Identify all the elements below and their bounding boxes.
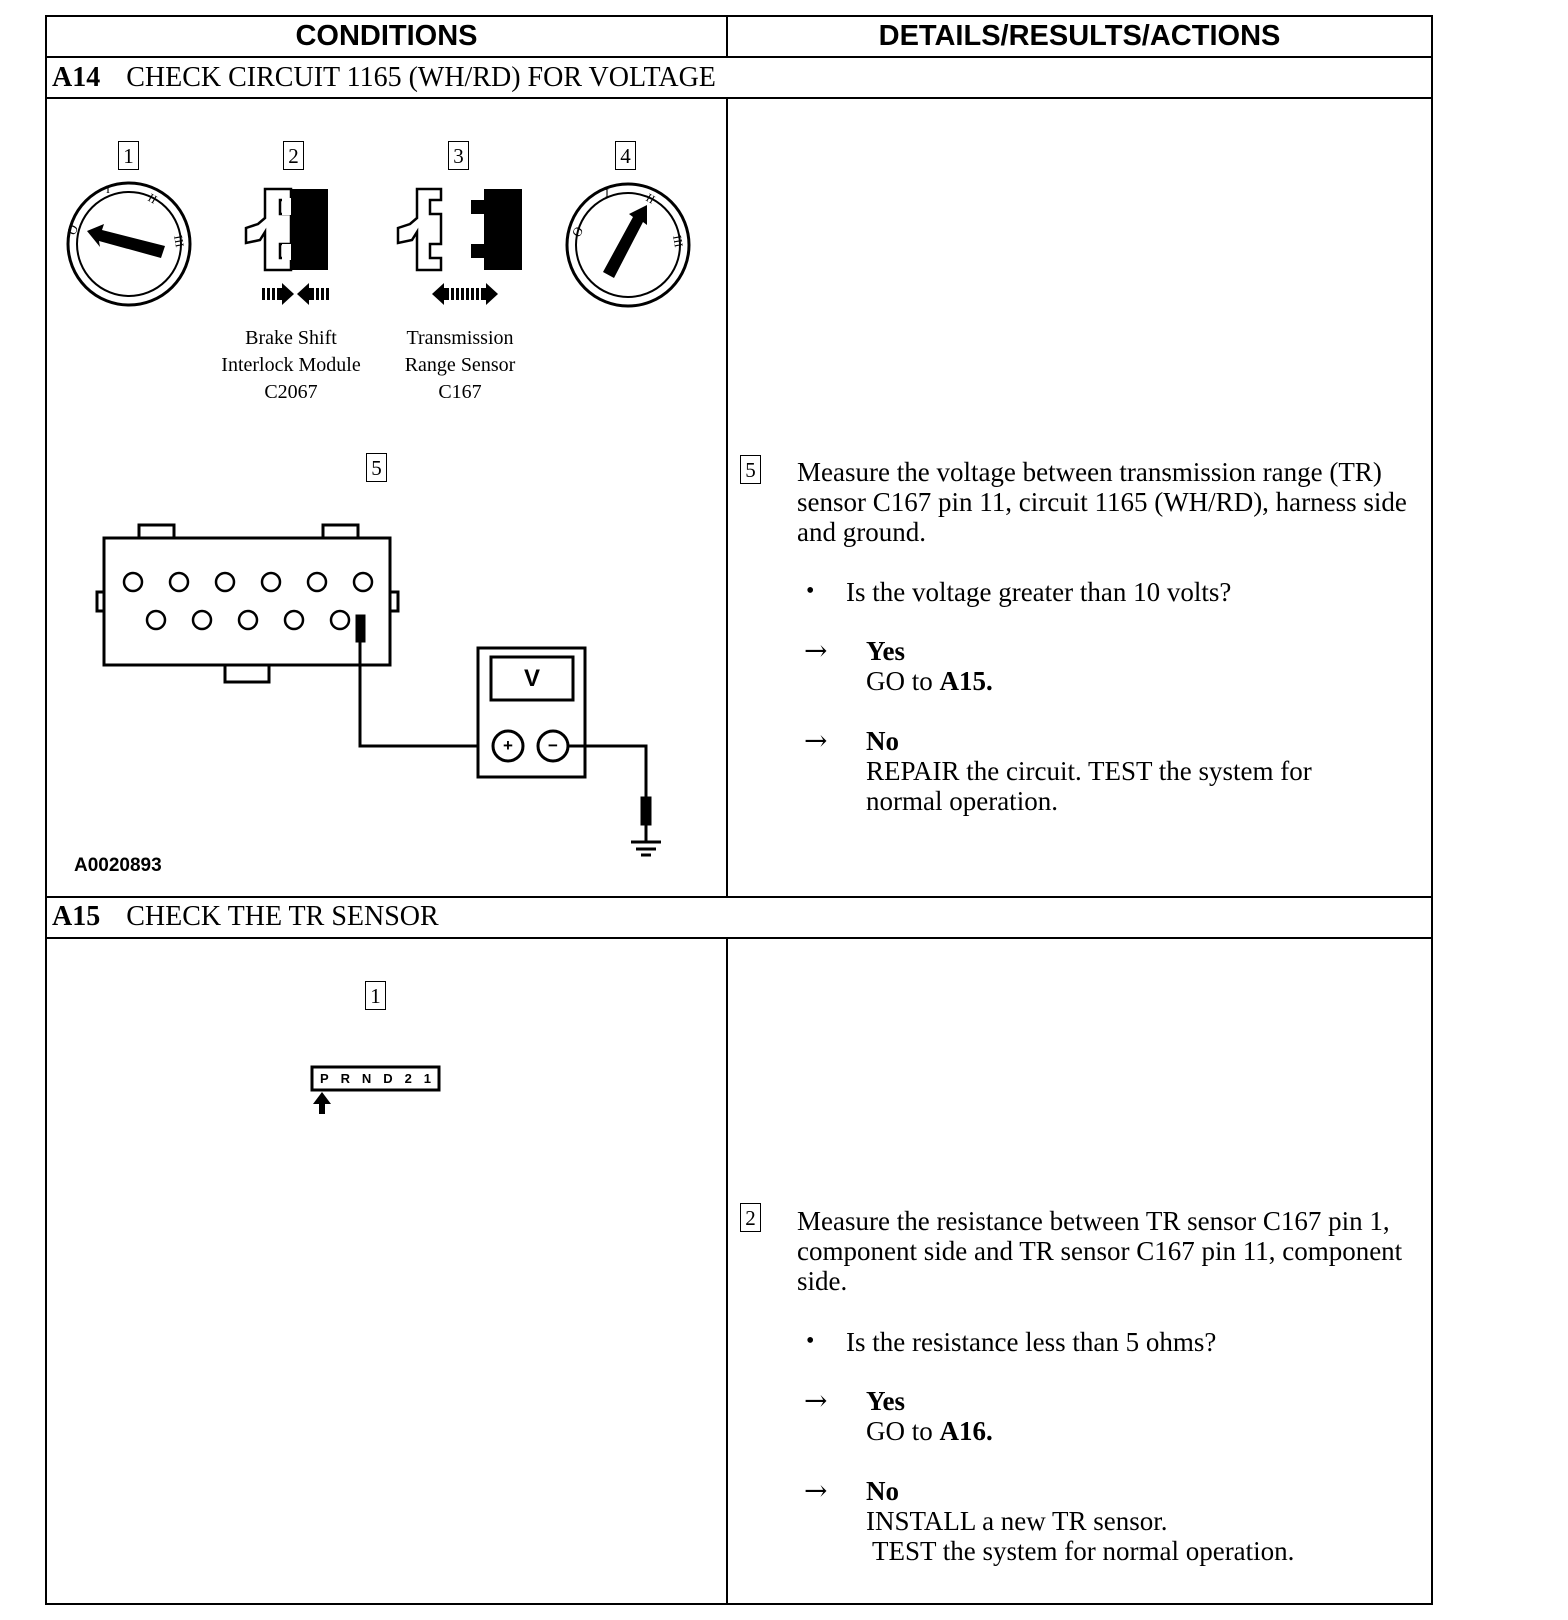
a15-yes-arrow-icon: → bbox=[804, 1384, 828, 1417]
details-step-number-2: 2 bbox=[740, 1203, 761, 1232]
conditions-header: CONDITIONS bbox=[295, 20, 478, 52]
step-number-1: 1 bbox=[118, 141, 139, 170]
svg-text:O: O bbox=[568, 223, 587, 240]
a15-yes-target: A16. bbox=[939, 1416, 993, 1446]
connector-disconnected-icon bbox=[398, 189, 522, 270]
caption-module-line-1: Brake Shift bbox=[245, 327, 337, 349]
svg-text:III: III bbox=[171, 234, 187, 249]
a15-yes-action: GO to bbox=[866, 1416, 933, 1446]
disconnect-arrows-icon bbox=[432, 283, 498, 305]
voltmeter-label: V bbox=[523, 665, 540, 692]
harness-connector-c167 bbox=[97, 525, 398, 682]
a15-no bbox=[866, 1476, 1426, 1566]
caption-sensor-line-3: C167 bbox=[438, 381, 482, 403]
caption-brake-shift-module bbox=[206, 325, 376, 406]
a14-no bbox=[866, 726, 1426, 816]
a15-yes-label: Yes bbox=[866, 1386, 905, 1416]
minus-terminal-icon: − bbox=[548, 736, 558, 755]
gear-d: D bbox=[383, 1071, 393, 1086]
svg-text:II: II bbox=[145, 190, 160, 207]
a15-yes bbox=[866, 1386, 993, 1446]
section-a15-title bbox=[52, 898, 439, 936]
a14-yes-action: GO to bbox=[866, 666, 933, 696]
details-step-number-5: 5 bbox=[740, 455, 761, 484]
a14-yes bbox=[866, 636, 993, 696]
section-a14-id: A14 bbox=[52, 62, 101, 93]
gear-p: P bbox=[319, 1071, 329, 1086]
plus-terminal-icon: + bbox=[503, 736, 513, 755]
caption-sensor-line-2: Range Sensor bbox=[404, 354, 516, 376]
a15-no-action-1: INSTALL a new TR sensor. bbox=[866, 1506, 1168, 1536]
caption-module-line-2: Interlock Module bbox=[221, 354, 361, 376]
ignition-run-icon bbox=[567, 184, 689, 306]
a14-no-label: No bbox=[866, 726, 899, 756]
a14-yes-target: A15. bbox=[939, 666, 993, 696]
caption-module-line-3: C2067 bbox=[264, 381, 318, 403]
svg-text:O: O bbox=[63, 221, 82, 238]
a15-instruction: Measure the resistance between TR sensor C167 pin 1, component side and TR sensor C167 pin 11, component side. bbox=[797, 1206, 1403, 1296]
gear-n: N bbox=[361, 1071, 372, 1086]
svg-text:I: I bbox=[605, 186, 609, 200]
a14-no-action-2: normal operation. bbox=[866, 786, 1058, 816]
gear-2: 2 bbox=[404, 1071, 412, 1086]
connector-connected-icon bbox=[246, 189, 328, 270]
a14-instruction: Measure the voltage between transmission range (TR) sensor C167 pin 11, circuit 1165 (WH/RD), harness side and ground. bbox=[797, 457, 1407, 547]
section-a15-id: A15 bbox=[52, 901, 101, 932]
a14-no-arrow-icon: → bbox=[804, 724, 828, 757]
section-a15-text: CHECK THE TR SENSOR bbox=[126, 901, 439, 932]
a15-bullet: • bbox=[806, 1328, 815, 1354]
caption-tr-sensor bbox=[385, 325, 535, 406]
a15-no-label: No bbox=[866, 1476, 899, 1506]
step-number-2: 2 bbox=[283, 141, 304, 170]
step-number-4: 4 bbox=[615, 141, 636, 170]
section-a14-text: CHECK CIRCUIT 1165 (WH/RD) FOR VOLTAGE bbox=[126, 62, 716, 93]
a15-step-number-1: 1 bbox=[365, 981, 386, 1010]
a14-question: Is the voltage greater than 10 volts? bbox=[846, 577, 1232, 607]
a14-no-action-1: REPAIR the circuit. TEST the system for bbox=[866, 756, 1312, 786]
details-header: DETAILS/RESULTS/ACTIONS bbox=[878, 20, 1281, 52]
a15-question: Is the resistance less than 5 ohms? bbox=[846, 1327, 1217, 1357]
gear-1: 1 bbox=[423, 1071, 431, 1086]
a14-bullet: • bbox=[806, 578, 815, 604]
svg-text:II: II bbox=[643, 190, 658, 207]
a14-yes-label: Yes bbox=[866, 636, 905, 666]
step-number-5: 5 bbox=[366, 453, 387, 482]
a14-yes-arrow-icon: → bbox=[804, 634, 828, 667]
gear-r: R bbox=[340, 1071, 350, 1086]
a15-no-action-2: TEST the system for normal operation. bbox=[872, 1536, 1295, 1566]
figure-id: A0020893 bbox=[74, 855, 162, 876]
a15-no-arrow-icon: → bbox=[804, 1474, 828, 1507]
step-number-3: 3 bbox=[448, 141, 469, 170]
svg-text:I: I bbox=[106, 182, 110, 196]
connect-arrows-icon bbox=[262, 283, 329, 305]
gear-labels bbox=[314, 1069, 437, 1088]
ignition-off-icon bbox=[64, 182, 190, 305]
svg-text:III: III bbox=[670, 234, 686, 249]
caption-sensor-line-1: Transmission bbox=[406, 327, 514, 349]
park-position-arrow-icon bbox=[313, 1092, 331, 1114]
